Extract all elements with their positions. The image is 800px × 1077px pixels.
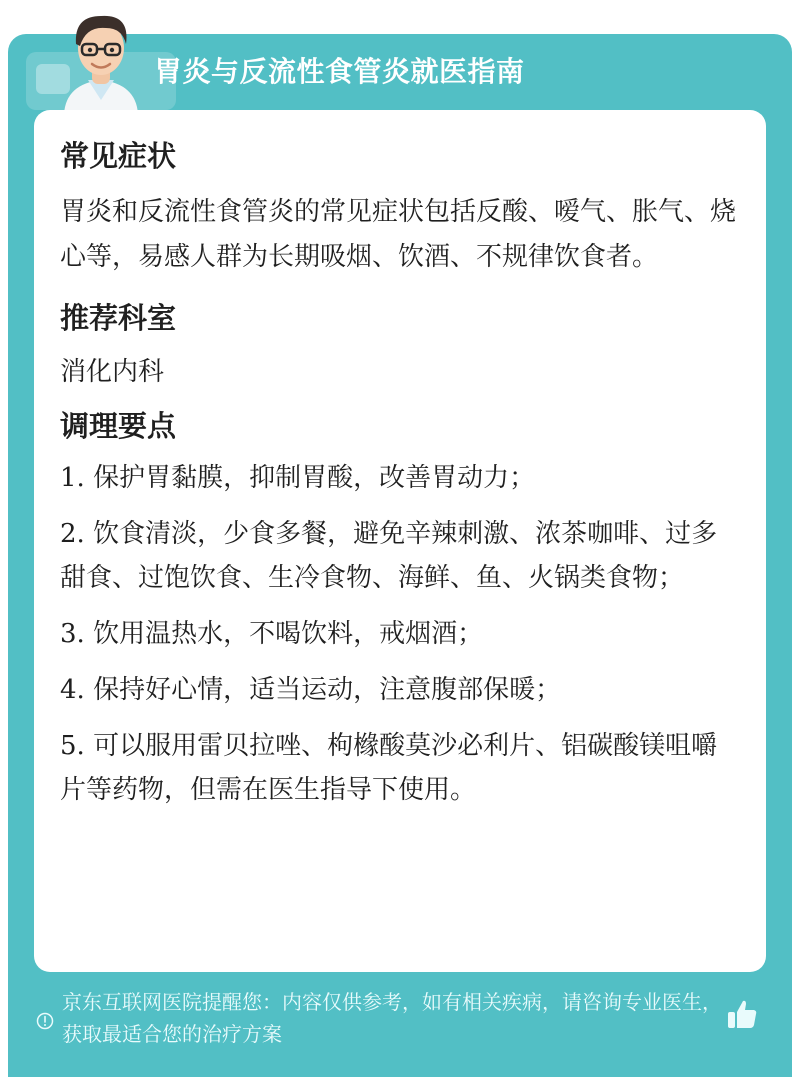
department-text: 消化内科 <box>60 357 165 387</box>
doctor-avatar <box>46 4 156 114</box>
symptoms-text: 胃炎和反流性食管炎的常见症状包括反酸、嗳气、胀气、烧心等，易感人群为长期吸烟、饮酒、不规律饮食者。 <box>60 197 737 272</box>
content-card <box>34 110 766 972</box>
list-item <box>60 668 740 712</box>
section-title-care: 调理要点 <box>60 409 177 443</box>
list-item <box>60 724 740 812</box>
list-item <box>60 456 740 500</box>
thumbs-up-icon[interactable] <box>724 996 760 1032</box>
page-title: 胃炎与反流性食管炎就医指南 <box>154 55 525 88</box>
list-item-text: 饮用温热水，不喝饮料，戒烟酒； <box>93 619 484 649</box>
list-item-number: 5. <box>60 731 85 761</box>
list-item-number: 1. <box>60 463 85 493</box>
list-item-number: 2. <box>60 519 85 549</box>
care-tips-list <box>60 456 740 812</box>
card-content <box>60 136 740 824</box>
list-item-text: 保护胃黏膜，抑制胃酸，改善胃动力； <box>93 463 536 493</box>
list-item-number: 4. <box>60 675 85 705</box>
list-item-text: 保持好心情，适当运动，注意腹部保暖； <box>93 675 562 705</box>
section-title-department: 推荐科室 <box>60 301 177 335</box>
disclaimer-text: 京东互联网医院提醒您：内容仅供参考，如有相关疾病，请咨询专业医生，获取最适合您的治疗方案 <box>62 990 722 1046</box>
list-item-number: 3. <box>60 619 85 649</box>
list-item-text: 饮食清淡，少食多餐，避免辛辣刺激、浓茶咖啡、过多甜食、过饱饮食、生冷食物、海鲜、鱼、火锅类食物； <box>60 519 718 593</box>
list-item <box>60 512 740 600</box>
section-title-symptoms: 常见症状 <box>60 139 177 173</box>
list-item <box>60 612 740 656</box>
list-item-text: 可以服用雷贝拉唑、枸橼酸莫沙必利片、铝碳酸镁咀嚼片等药物，但需在医生指导下使用。 <box>60 731 718 805</box>
info-icon <box>36 1012 54 1030</box>
